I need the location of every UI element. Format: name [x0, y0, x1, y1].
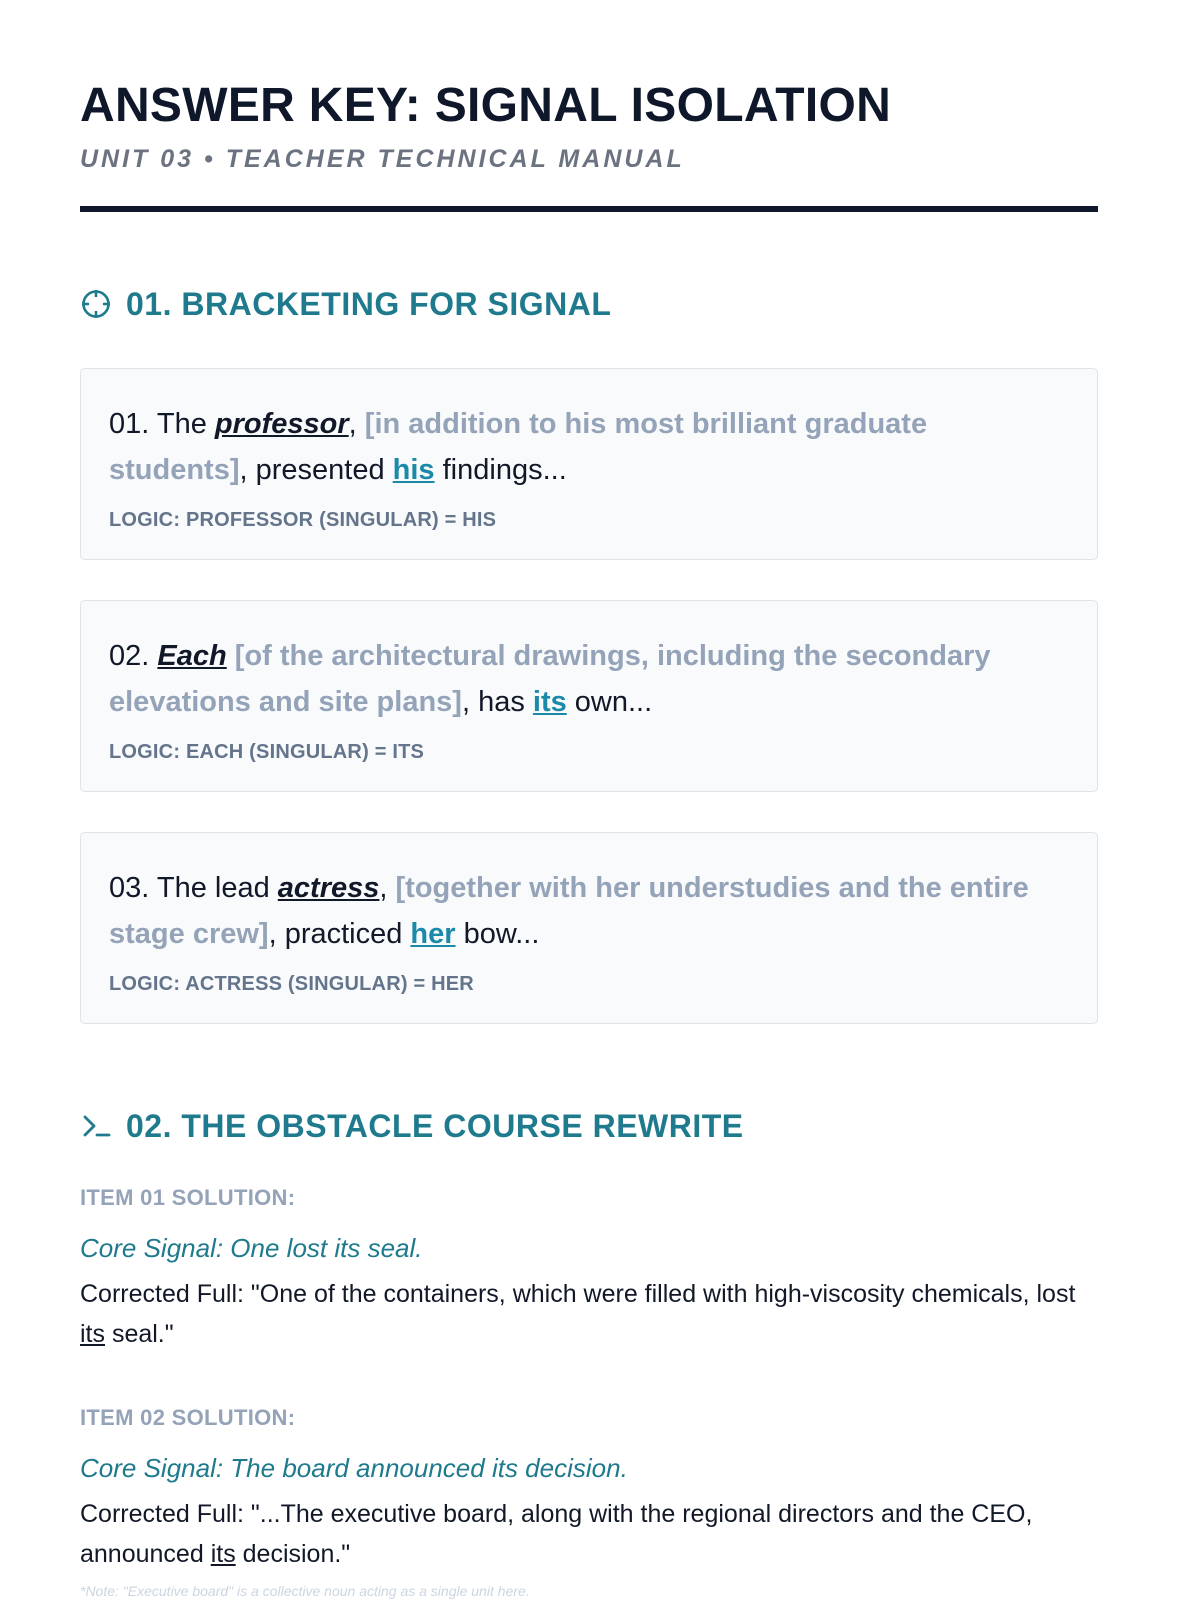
solution-item-02 — [80, 1404, 1098, 1600]
footnote: *Note: "Executive board" is a collective noun acting as a single unit here. — [80, 1583, 530, 1599]
section-title: 01. BRACKETING FOR SIGNAL — [126, 285, 612, 322]
sentence-text: bow... — [455, 918, 540, 950]
exercise-sentence — [109, 633, 1069, 725]
sentence-text: , has — [461, 686, 533, 718]
sentence-text: , practiced — [268, 918, 411, 950]
corrected-text: decision." — [235, 1540, 351, 1568]
terminal-prompt-icon — [80, 1110, 112, 1142]
exercise-cards — [80, 368, 1098, 1024]
exercise-sentence — [109, 401, 1069, 493]
solution-label: ITEM 02 SOLUTION: — [80, 1405, 296, 1430]
sentence-text: , — [348, 408, 365, 440]
corrected-text: Corrected Full: "...The executive board, along with the regional directors and the CEO, announced — [80, 1500, 1033, 1568]
exercise-card-01 — [80, 368, 1098, 560]
logic-note: LOGIC: EACH (SINGULAR) = ITS — [109, 741, 425, 763]
corrected-sentence — [80, 1494, 1098, 1574]
logic-note: LOGIC: ACTRESS (SINGULAR) = HER — [109, 973, 474, 995]
bracketed-phrase: [in addition to his most brilliant graduate students] — [109, 408, 928, 486]
exercise-number: 01. — [109, 408, 150, 440]
corrected-pronoun: its — [80, 1320, 105, 1348]
exercise-sentence — [109, 865, 1069, 957]
sentence-text: findings... — [434, 454, 567, 486]
bracketed-phrase: [together with her understudies and the entire stage crew] — [109, 872, 1029, 950]
pronoun-word: her — [410, 918, 456, 950]
sentence-text: The — [156, 408, 215, 440]
header-divider — [80, 206, 1098, 212]
section-heading-obstacle-course — [80, 1106, 1098, 1146]
subject-word: Each — [157, 640, 227, 672]
corrected-sentence — [80, 1274, 1098, 1354]
sentence-text: , — [379, 872, 396, 904]
crosshair-icon — [80, 288, 112, 320]
section-heading-bracketing — [80, 284, 1098, 324]
pronoun-word: its — [532, 686, 567, 718]
core-signal: Core Signal: The board announced its decision. — [80, 1453, 628, 1483]
section-title: 02. THE OBSTACLE COURSE REWRITE — [126, 1107, 744, 1144]
exercise-number: 03. — [109, 872, 150, 904]
exercise-card-03 — [80, 832, 1098, 1024]
document-header — [80, 0, 1098, 212]
corrected-pronoun: its — [210, 1540, 236, 1568]
subject-word: actress — [277, 872, 380, 904]
logic-note: LOGIC: PROFESSOR (SINGULAR) = HIS — [109, 509, 497, 531]
bracketed-phrase: [of the architectural drawings, including the secondary elevations and site plans] — [109, 640, 991, 718]
document-subtitle: UNIT 03 • TEACHER TECHNICAL MANUAL — [80, 145, 685, 173]
document-title: ANSWER KEY: SIGNAL ISOLATION — [80, 79, 892, 132]
solutions-list — [80, 1184, 1098, 1600]
sentence-text: own... — [566, 686, 653, 718]
corrected-text: seal." — [105, 1320, 174, 1348]
sentence-text — [227, 640, 235, 672]
exercise-card-02 — [80, 600, 1098, 792]
corrected-text: Corrected Full: "One of the containers, which were filled with high-viscosity chemicals, lost — [80, 1280, 1076, 1308]
exercise-number: 02. — [109, 640, 150, 672]
pronoun-word: his — [392, 454, 435, 486]
core-signal: Core Signal: One lost its seal. — [80, 1233, 423, 1263]
sentence-text: , presented — [239, 454, 393, 486]
subject-word: professor — [214, 408, 349, 440]
sentence-text: The lead — [156, 872, 278, 904]
solution-item-01 — [80, 1184, 1098, 1354]
solution-label: ITEM 01 SOLUTION: — [80, 1185, 296, 1210]
